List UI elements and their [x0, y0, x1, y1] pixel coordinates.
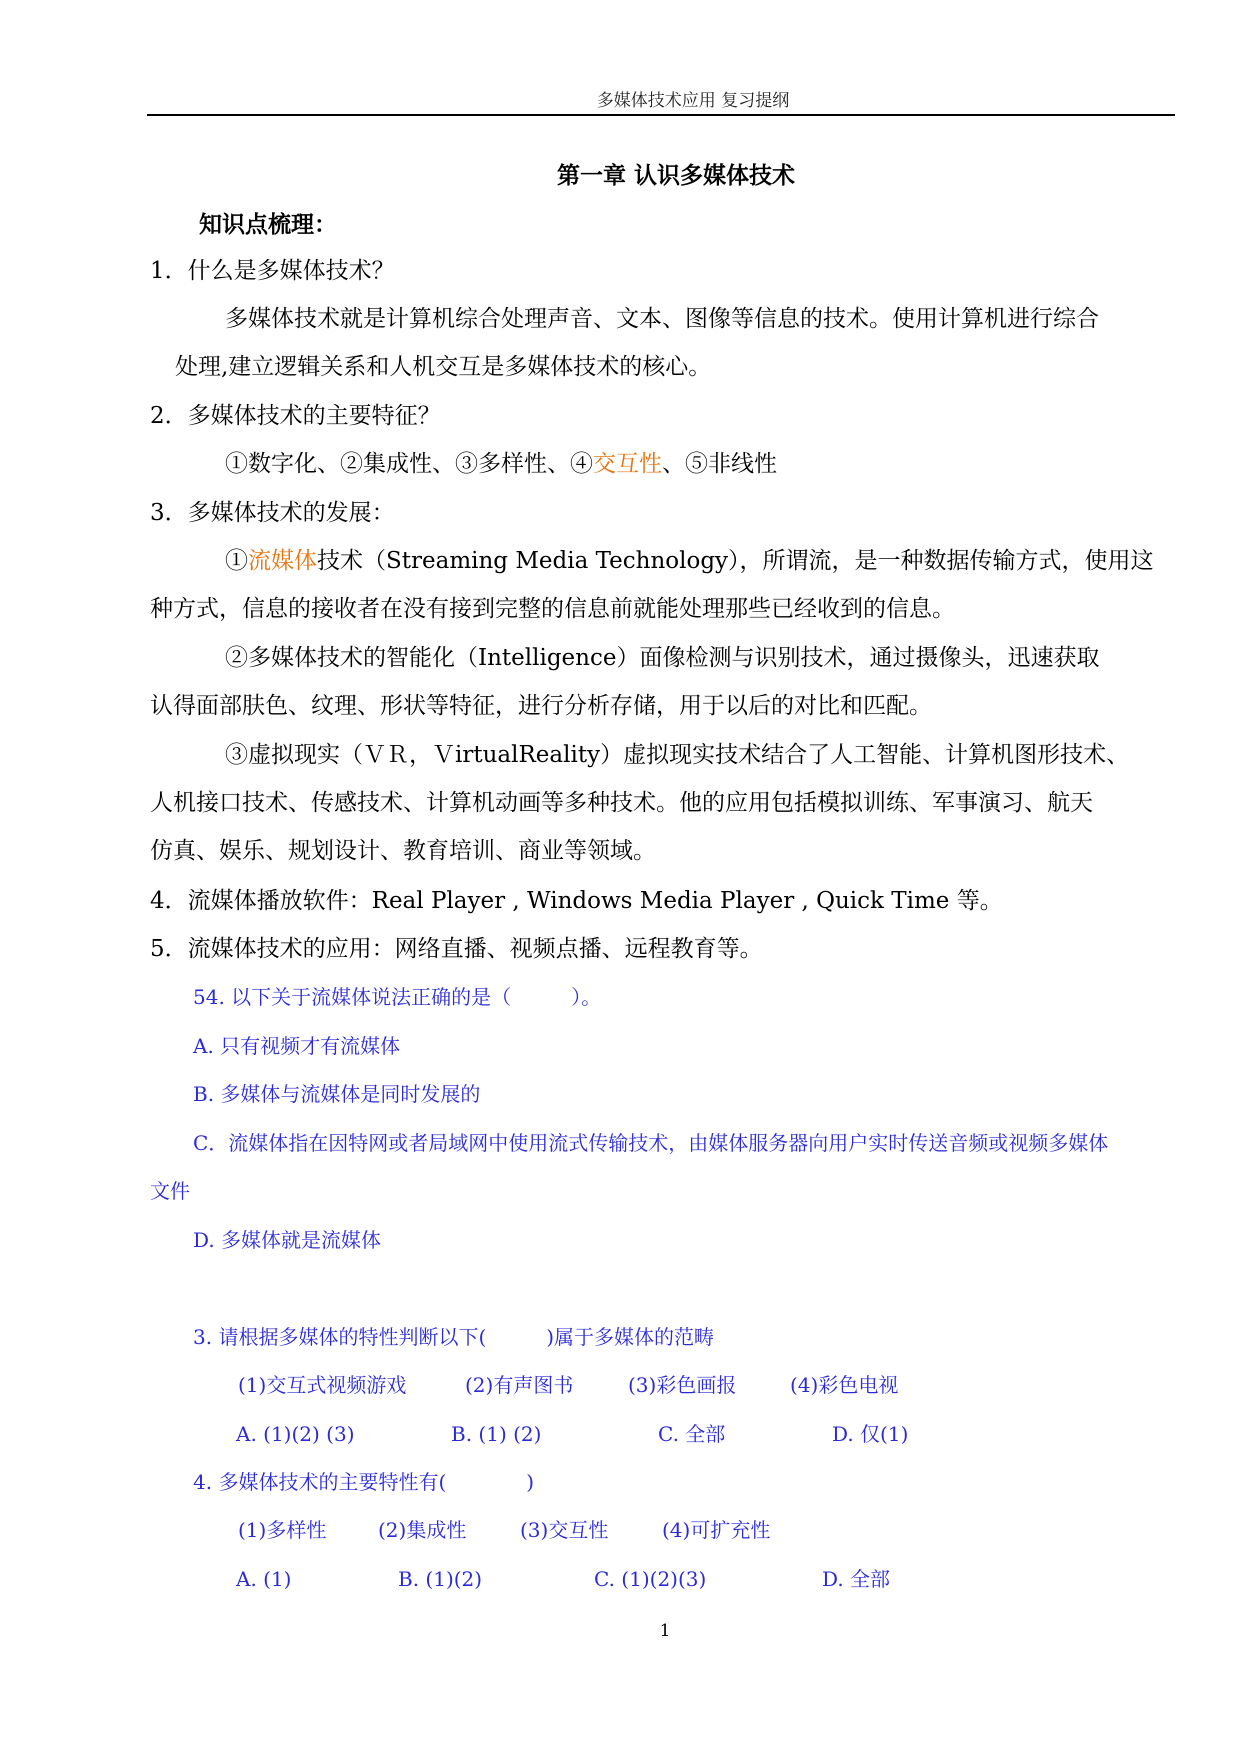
exercise4-choice: C. (1)(2)(3)	[594, 1567, 707, 1591]
q3-p3-line1: ③虚拟现实（ＶＲ，ＶirtualReality）虚拟现实技术结合了人工智能、计算机图形技术、	[225, 742, 1130, 768]
exercise4-question: 4. 多媒体技术的主要特性有( )	[193, 1470, 535, 1494]
features-text-after: 、⑤非线性	[662, 451, 777, 477]
exercise3-item: (2)有声图书	[465, 1373, 574, 1397]
section-label: 知识点梳理：	[199, 211, 337, 238]
page-number: 1	[659, 1621, 671, 1641]
q3-p2-line1: ②多媒体技术的智能化（Intelligence）面像检测与识别技术，通过摄像头，迅速获取	[225, 645, 1100, 671]
exercise3-choice: C. 全部	[658, 1422, 726, 1446]
q3-p3-line2: 人机接口技术、传感技术、计算机动画等多种技术。他的应用包括模拟训练、军事演习、航天	[150, 790, 1093, 816]
q3-p2-line2: 认得面部肤色、纹理、形状等特征，进行分析存储，用于以后的对比和匹配。	[150, 693, 932, 719]
q3-p1-line1	[225, 548, 1154, 576]
q3-p3-line3: 仿真、娱乐、规划设计、教育培训、商业等领域。	[150, 838, 656, 864]
exercise54-question: 54. 以下关于流媒体说法正确的是（ ）。	[193, 985, 602, 1009]
header-rule	[147, 114, 1175, 116]
q2-heading: 2．多媒体技术的主要特征？	[150, 403, 441, 429]
exercise4-item: (3)交互性	[520, 1518, 609, 1542]
q1-paragraph-line2: 处理,建立逻辑关系和人机交互是多媒体技术的核心。	[175, 354, 712, 380]
exercise4-item: (2)集成性	[378, 1518, 467, 1542]
q3-p1-line2: 种方式，信息的接收者在没有接到完整的信息前就能处理那些已经收到的信息。	[150, 596, 955, 622]
features-text-before: ①数字化、②集成性、③多样性、④	[225, 451, 593, 477]
exercise54-option-d: D. 多媒体就是流媒体	[193, 1228, 382, 1252]
q1-paragraph-line1: 多媒体技术就是计算机综合处理声音、文本、图像等信息的技术。使用计算机进行综合	[225, 306, 1099, 332]
exercise3-choice: D. 仅(1)	[832, 1422, 909, 1446]
exercise54-option-a: A. 只有视频才有流媒体	[193, 1034, 401, 1058]
exercise54-option-b: B. 多媒体与流媒体是同时发展的	[193, 1082, 481, 1106]
q3-heading: 3．多媒体技术的发展：	[150, 500, 395, 526]
exercise4-item: (1)多样性	[238, 1518, 327, 1542]
exercise3-item: (1)交互式视频游戏	[238, 1373, 407, 1397]
features-highlight: 交互性	[593, 451, 662, 477]
q4-text: 4．流媒体播放软件：Real Player , Windows Media Player , Quick Time 等。	[150, 888, 1003, 914]
exercise3-question: 3. 请根据多媒体的特性判断以下( )属于多媒体的范畴	[193, 1325, 715, 1349]
exercise3-item: (3)彩色画报	[628, 1373, 737, 1397]
exercise54-option-c-line2: 文件	[150, 1179, 190, 1203]
exercise54-option-c-line1: C．流媒体指在因特网或者局域网中使用流式传输技术，由媒体服务器向用户实时传送音频或视频多媒体	[193, 1131, 1109, 1155]
p1-rest: 技术（Streaming Media Technology），所谓流，是一种数据传输方式，使用这	[317, 548, 1154, 574]
exercise4-choice: B. (1)(2)	[398, 1567, 483, 1591]
exercise4-choice: D. 全部	[822, 1567, 891, 1591]
p1-highlight: 流媒体	[248, 548, 317, 574]
exercise4-item: (4)可扩充性	[662, 1518, 771, 1542]
exercise3-choice: A. (1)(2) (3)	[236, 1422, 355, 1446]
exercise3-item: (4)彩色电视	[790, 1373, 899, 1397]
q5-text: 5．流媒体技术的应用：网络直播、视频点播、远程教育等。	[150, 936, 763, 962]
exercise4-choice: A. (1)	[236, 1567, 292, 1591]
q1-heading: 1．什么是多媒体技术？	[150, 258, 395, 284]
q2-features	[225, 451, 777, 479]
chapter-title: 第一章 认识多媒体技术	[557, 162, 796, 189]
p1-prefix: ①	[225, 548, 248, 574]
exercise3-choice: B. (1) (2)	[451, 1422, 542, 1446]
page-header: 多媒体技术应用 复习提纲	[596, 91, 790, 111]
